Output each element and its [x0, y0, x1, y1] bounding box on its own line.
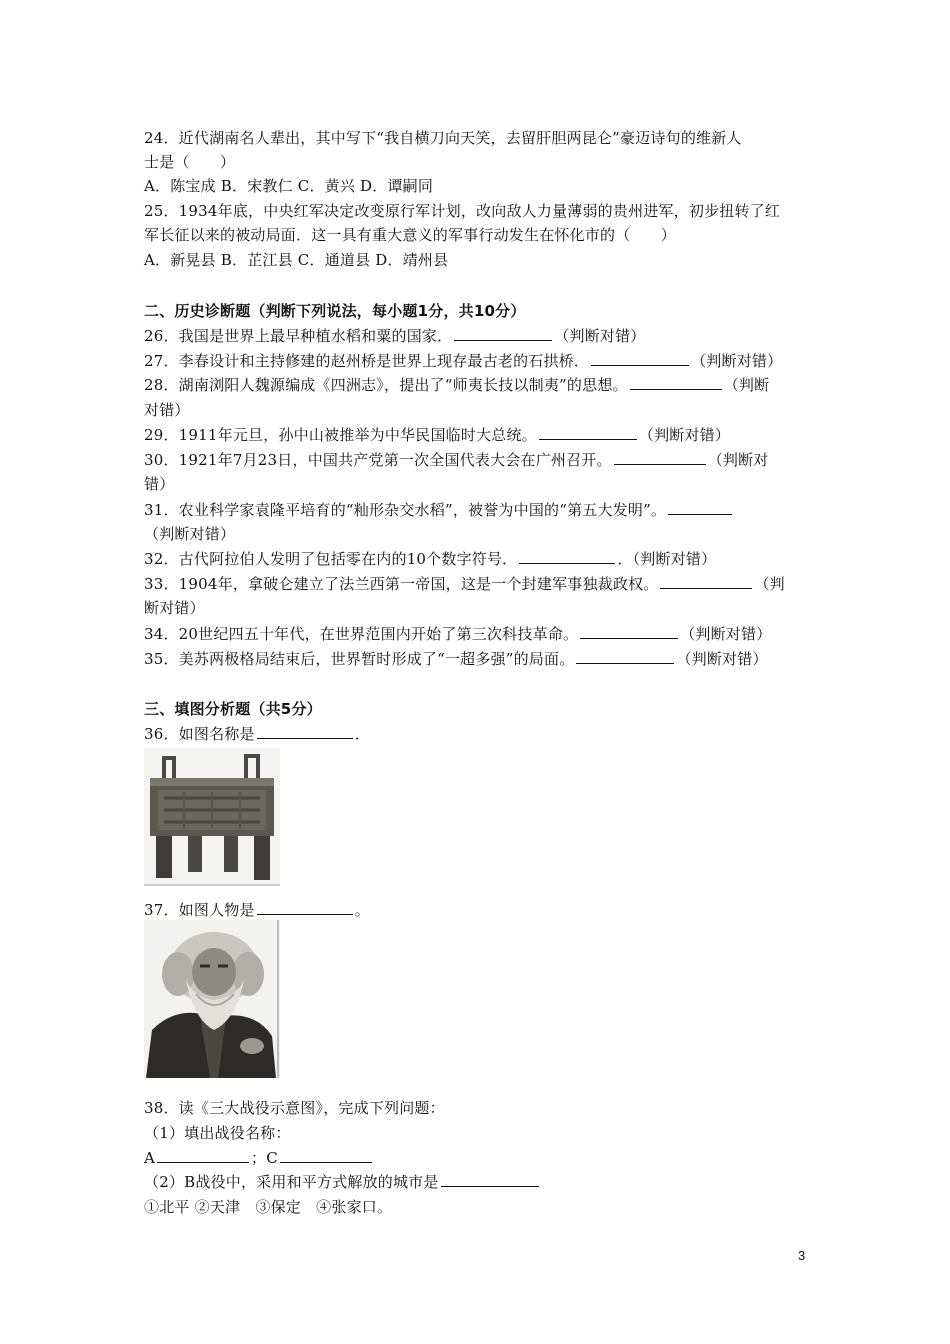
q34-suffix: （判断对错） [680, 625, 772, 643]
q38-ac [144, 1148, 814, 1168]
q33-suffix: （判 [754, 575, 785, 593]
q25-line2: 军长征以来的被动局面．这一具有重大意义的军事行动发生在怀化市的（ ） [144, 226, 677, 244]
q32-answer-blank[interactable] [519, 549, 615, 564]
q26-suffix: （判断对错） [554, 327, 646, 345]
q25-options: A．新晃县 B．芷江县 C．通道县 D．靖州县 [144, 251, 449, 269]
q32 [144, 549, 814, 569]
q35 [144, 649, 814, 669]
q33-cont: 断对错） [144, 599, 205, 617]
q38-sub1: （1）填出战役名称： [144, 1124, 291, 1142]
section2-title: 二、历史诊断题（判断下列说法，每小题1分，共10分） [144, 302, 526, 320]
q36-suffix: ． [354, 725, 370, 743]
q33-answer-blank[interactable] [660, 574, 752, 589]
q24-options: A．陈宝成 B．宋教仁 C．黄兴 D．谭嗣同 [144, 177, 434, 195]
q26 [144, 326, 814, 346]
q38-sub2-text: （2）B战役中，采用和平方式解放的城市是 [144, 1173, 439, 1191]
q26-answer-blank[interactable] [454, 326, 552, 341]
q38-a-blank[interactable] [157, 1148, 249, 1163]
q31-text: 31．农业科学家袁隆平培育的“籼形杂交水稻”，被誉为中国的“第五大发明”。 [144, 501, 667, 519]
q30-answer-blank[interactable] [614, 450, 706, 465]
q29 [144, 425, 814, 445]
q24-line1: 24．近代湖南名人辈出，其中写下“我自横刀向天笑，去留肝胆两昆仑”豪迈诗句的维新人 [144, 129, 742, 147]
q30-text: 30．1921年7月23日，中国共产党第一次全国代表大会在广州召开。 [144, 451, 612, 469]
q38: 38．读《三大战役示意图》，完成下列问题： [144, 1099, 445, 1117]
q35-answer-blank[interactable] [576, 649, 674, 664]
q27 [144, 351, 814, 371]
q30-cont: 错） [144, 475, 175, 493]
q25-line1: 25．1934年底，中央红军决定改变原行军计划，改向敌人力量薄弱的贵州进军，初步扭转了红 [144, 202, 781, 220]
q27-text: 27．李春设计和主持修建的赵州桥是世界上现存最古老的石拱桥． [144, 352, 590, 370]
q27-suffix: （判断对错） [691, 352, 783, 370]
q30-suffix: （判断对 [707, 451, 769, 469]
q36-text: 36．如图名称是 [144, 725, 255, 743]
q38-a-label: A [144, 1149, 156, 1167]
q37-suffix: 。 [354, 901, 370, 919]
q28-suffix: （判断 [723, 376, 770, 394]
q28 [144, 375, 814, 395]
q37-answer-blank[interactable] [257, 900, 353, 915]
q28-cont: 对错） [144, 401, 190, 419]
portrait-image [144, 920, 280, 1078]
q31-cont: （判断对错） [144, 525, 236, 543]
q33-text: 33．1904年，拿破仑建立了法兰西第一帝国，这是一个封建军事独裁政权。 [144, 575, 659, 593]
q24-line2: 士是（ ） [144, 153, 236, 171]
q29-suffix: （判断对错） [638, 426, 731, 444]
q38-b-blank[interactable] [441, 1172, 539, 1187]
q27-answer-blank[interactable] [591, 351, 689, 366]
q37-text: 37．如图人物是 [144, 901, 255, 919]
q26-text: 26．我国是世界上最早种植水稻和粟的国家． [144, 327, 453, 345]
q28-answer-blank[interactable] [630, 375, 722, 390]
q29-answer-blank[interactable] [539, 425, 637, 440]
q28-text: 28．湖南浏阳人魏源编成《四洲志》，提出了“师夷长技以制夷”的思想。 [144, 376, 628, 394]
section3-title: 三、填图分析题（共5分） [144, 700, 322, 718]
q35-suffix: （判断对错） [676, 650, 768, 668]
q34 [144, 624, 814, 644]
q37 [144, 900, 814, 920]
q30 [144, 450, 814, 470]
q36 [144, 724, 814, 744]
q31-answer-blank[interactable] [668, 500, 732, 515]
q34-answer-blank[interactable] [580, 624, 678, 639]
q31 [144, 500, 814, 520]
q32-suffix: ．（判断对错） [617, 550, 717, 568]
q38-c-blank[interactable] [280, 1148, 372, 1163]
q33 [144, 574, 814, 594]
page-number: 3 [798, 1248, 806, 1263]
q38-sub2 [144, 1172, 814, 1192]
q38-sep: ；C [251, 1149, 278, 1167]
q36-answer-blank[interactable] [257, 724, 353, 739]
q29-text: 29．1911年元旦，孙中山被推举为中华民国临时大总统。 [144, 426, 537, 444]
q32-text: 32．古代阿拉伯人发明了包括零在内的10个数字符号． [144, 550, 518, 568]
q34-text: 34．20世纪四五十年代，在世界范围内开始了第三次科技革命。 [144, 625, 579, 643]
bronze-ding-image [144, 748, 280, 886]
q38-options: ①北平 ②天津 ③保定 ④张家口。 [144, 1198, 393, 1216]
q35-text: 35．美苏两极格局结束后，世界暂时形成了“一超多强”的局面。 [144, 650, 575, 668]
